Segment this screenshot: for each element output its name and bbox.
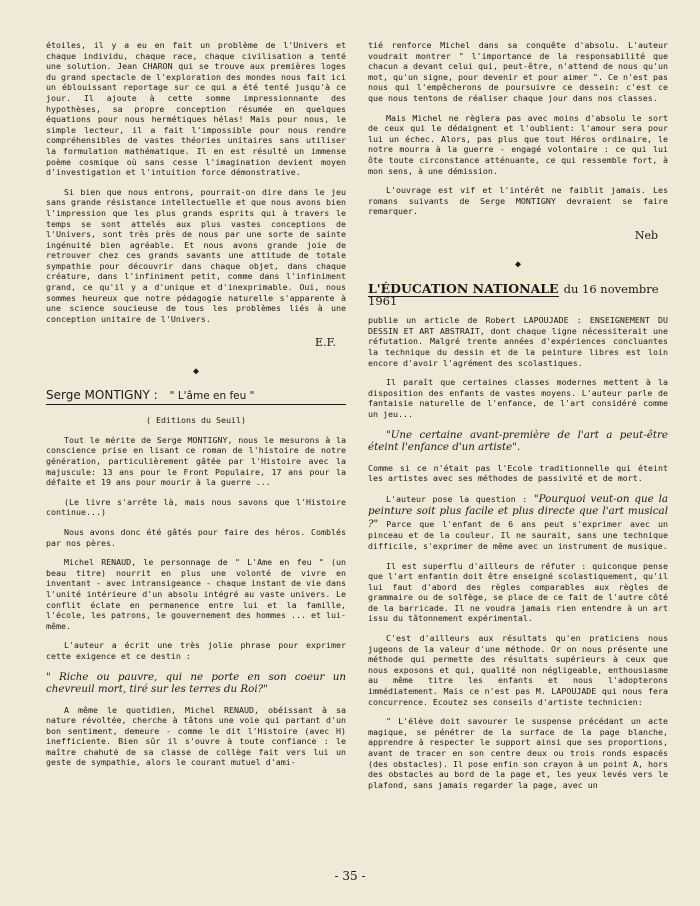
question-intro: L'auteur pose la question : bbox=[386, 493, 528, 504]
paragraph: (Le livre s'arrête là, mais nous savons que l'Histoire continue...) bbox=[46, 496, 346, 518]
paragraph: Il paraît que certaines classes modernes mettent à la disposition des enfants de vastes moyens. L'auteur parle de fantaisie naturelle de l'enfance, de l'art considéré comme un jeu... bbox=[368, 377, 668, 420]
paragraph: A même le quotidien, Michel RENAUD, obéissant à sa nature révoltée, cherche à tâtons une voie qui partant d'un bon sentiment, demeure - comme le dit l'Histoire (avec H) inefficiente. Bien sûr il s'ouvre à toute confiance : le maître chahuté de sa classe de collège fait vers lui un geste de sympathie, alors le courant mutuel d'ami- bbox=[46, 704, 346, 768]
paragraph: Comme si ce n'était pas l'Ecole traditionnelle qui éteint les artistes avec ses méthodes de passivité et de mort. bbox=[368, 462, 668, 484]
paragraph: L'auteur a écrit une très jolie phrase pour exprimer cette exigence et ce destin : bbox=[46, 640, 346, 661]
review-publisher: ( Editions du Seuil) bbox=[146, 415, 246, 426]
review-author: Serge MONTIGNY : bbox=[46, 387, 158, 402]
page-number: - 35 - bbox=[334, 869, 366, 883]
quote: "Une certaine avant-première de l'art a peut-être éteint l'enfance d'un artiste". bbox=[368, 428, 668, 454]
diamond-separator-icon: ◆ bbox=[192, 366, 200, 378]
section-header bbox=[368, 281, 668, 308]
section-date: du 16 novembre 1961 bbox=[368, 282, 659, 308]
question-quote: "Pourquoi veut-on que la peinture soit plus facile et plus directe que l'art musical ?" bbox=[368, 492, 668, 530]
section-title: L'ÉDUCATION NATIONALE bbox=[368, 281, 559, 297]
review-header bbox=[46, 387, 346, 406]
paragraph: L'ouvrage est vif et l'intérêt ne faiblit jamais. Les romans suivants de Serge MONTIGNY devraient se faire remarquer. bbox=[368, 185, 668, 217]
signature: E.F. bbox=[315, 336, 336, 350]
paragraph bbox=[368, 493, 668, 552]
signature: Neb bbox=[634, 228, 658, 242]
paragraph: Nous avons donc été gâtés pour faire des héros. Comblés par nos pères. bbox=[46, 526, 346, 548]
left-column bbox=[46, 40, 346, 777]
paragraph: Si bien que nous entrons, pourrait-on dire dans le jeu sans grande résistance intellectuelle et que nous avons bien l'impression que les plus grands esprits qui à travers le temps se sont attelés aux plus vastes conceptions de l'Univers, sont très près de nous par une sorte de sainte ingénuité bien agréable. Et nous avons grande joie de retrouver chez ces grands savants une attitude de totale sympathie pour découvrir dans chaque objet, dans chaque créature, dans l'infiniment petit, comme dans l'infiniment grand, ce qu'il y a d'unique et d'inexprimable. Oui, nous sommes heureux que notre pédagogie naturelle s'apparente à une science soucieuse de tous les problèmes liés à une conception unitaire de l'Univers. bbox=[46, 186, 346, 324]
paragraph: publie un article de Robert LAPOUJADE : ENSEIGNEMENT DU DESSIN ET ART ABSTRAIT, dont chaque ligne nécessiterait une réfutation. Malgré trente années d'expériences concluantes la technique du dessin et de la peinture libres est loin encore d'avoir l'agrément des scolastiques. bbox=[368, 315, 668, 368]
diamond-separator-icon: ◆ bbox=[514, 258, 522, 270]
paragraph: étoiles, il y a eu en fait un problème de l'Univers et chaque individu, chaque race, chaque civilisation a tenté une solution. Jean CHARON qui se trouve aux premières loges du grand spectacle de l'exploration des mondes nous fait ici un éblouissant reportage sur ce qui a été tenté jusqu'à ce jour. Il ajoute à cette somme impressionnante des hypothèses, sa propre conception résumée en quelques équations pour nous hermétiques hélas! Mais pour nous, le simple lecteur, il a fait l'impossible pour nous rendre compréhensibles de vastes théories unitaires sans utiliser la formulation mathématique. Il en est résulté un immense poème cosmique où sans cesse l'imagination devient moyen d'investigation et l'intuition force démonstrative. bbox=[46, 40, 346, 178]
paragraph: tié renforce Michel dans sa conquête d'absolu. L'auteur voudrait montrer " l'importance de la responsabilité que chacun a devant celui qui, peut-être, n'attend de nous qu'un mot, qu'un signe, pour devenir et pour aimer ". Ce n'est pas nous qui l'empêcherons de poursuivre ce dessein: c'est ce que nous tentons de réaliser chaque jour dans nos classes. bbox=[368, 40, 668, 103]
paragraph: Tout le mérite de Serge MONTIGNY, nous le mesurons à la conscience prise en lisant ce roman de l'histoire de notre génération, particulièrement gâtée par l'Histoire avec la majuscule: 13 ans pour le Front Populaire, 17 ans pour la défaite et 19 ans pour mourir à la guerre ... bbox=[46, 434, 346, 488]
paragraph: Michel RENAUD, le personnage de " L'Ame en feu " (un beau titre) nourrit en plus une volonté de vivre en inventant - avec intransigeance - chaque instant de vie dans l'unité intérieure d'un absolu intégré au vaste univers. Le conflit éclate en permanence entre lui et la famille, l'école, les patrons, le gouvernement des hommes ... et lui-même. bbox=[46, 557, 346, 631]
question-answer: Parce que l'enfant de 6 ans peut s'exprimer avec un pinceau et de la couleur. Il ne saurait, sans une technique difficile, s'exprimer de même avec un instrument de musique. bbox=[368, 518, 668, 551]
paragraph: " L'élève doit savourer le suspense précédant un acte magique, se pénétrer de la surface de la page blanche, apprendre à respecter le support ainsi que ses proportions, avant de tracer en son centre deux ou trois ronds espacés (des obstacles). Il pose enfin son crayon à un point A, hors des obstacles au bord de la page et, les yeux levés vers le plafond, sans jamais regarder la page, avec un bbox=[368, 716, 668, 790]
quote: " Riche ou pauvre, qui ne porte en son coeur un chevreuil mort, tiré sur les terres du Roi?" bbox=[46, 670, 346, 695]
paragraph: Il est superflu d'ailleurs de réfuter : quiconque pense que l'art enfantin doit être enseigné scolastiquement, qu'il lui faut d'abord des règles comparables aux règles de grammaire ou de solfège, se place de ce fait de l'autre côté de la barricade. Il ne voudra jamais rien entendre à un art issu du tâtonnement expérimental. bbox=[368, 560, 668, 624]
paragraph: Mais Michel ne règlera pas avec moins d'absolu le sort de ceux qui le dédaignent et l'oublient: l'amour sera pour lui un échec. Alors, pas plus que tout Héros ordinaire, le notre mourra à la guerre - engagé volontaire : ce qui lui ôte toute circonstance atténuante, ce qui ressemble fort, à mon sens, à une démission. bbox=[368, 112, 668, 176]
paragraph: C'est d'ailleurs aux résultats qu'en praticiens nous jugeons de la valeur d'une méthode. Or on nous présente une méthode qui permette des résultats supérieurs à ceux que nous exposons et qui, qualité non négligeable, enthousiasme au même titre les enfants et nous l'adopterons immédiatement. Mais ce n'est pas M. LAPOUJADE qui nous fera concurrence. Ecoutez ses conseils d'artiste technicien: bbox=[368, 633, 668, 707]
right-column bbox=[368, 40, 668, 799]
review-title: " L'âme en feu " bbox=[169, 389, 255, 402]
